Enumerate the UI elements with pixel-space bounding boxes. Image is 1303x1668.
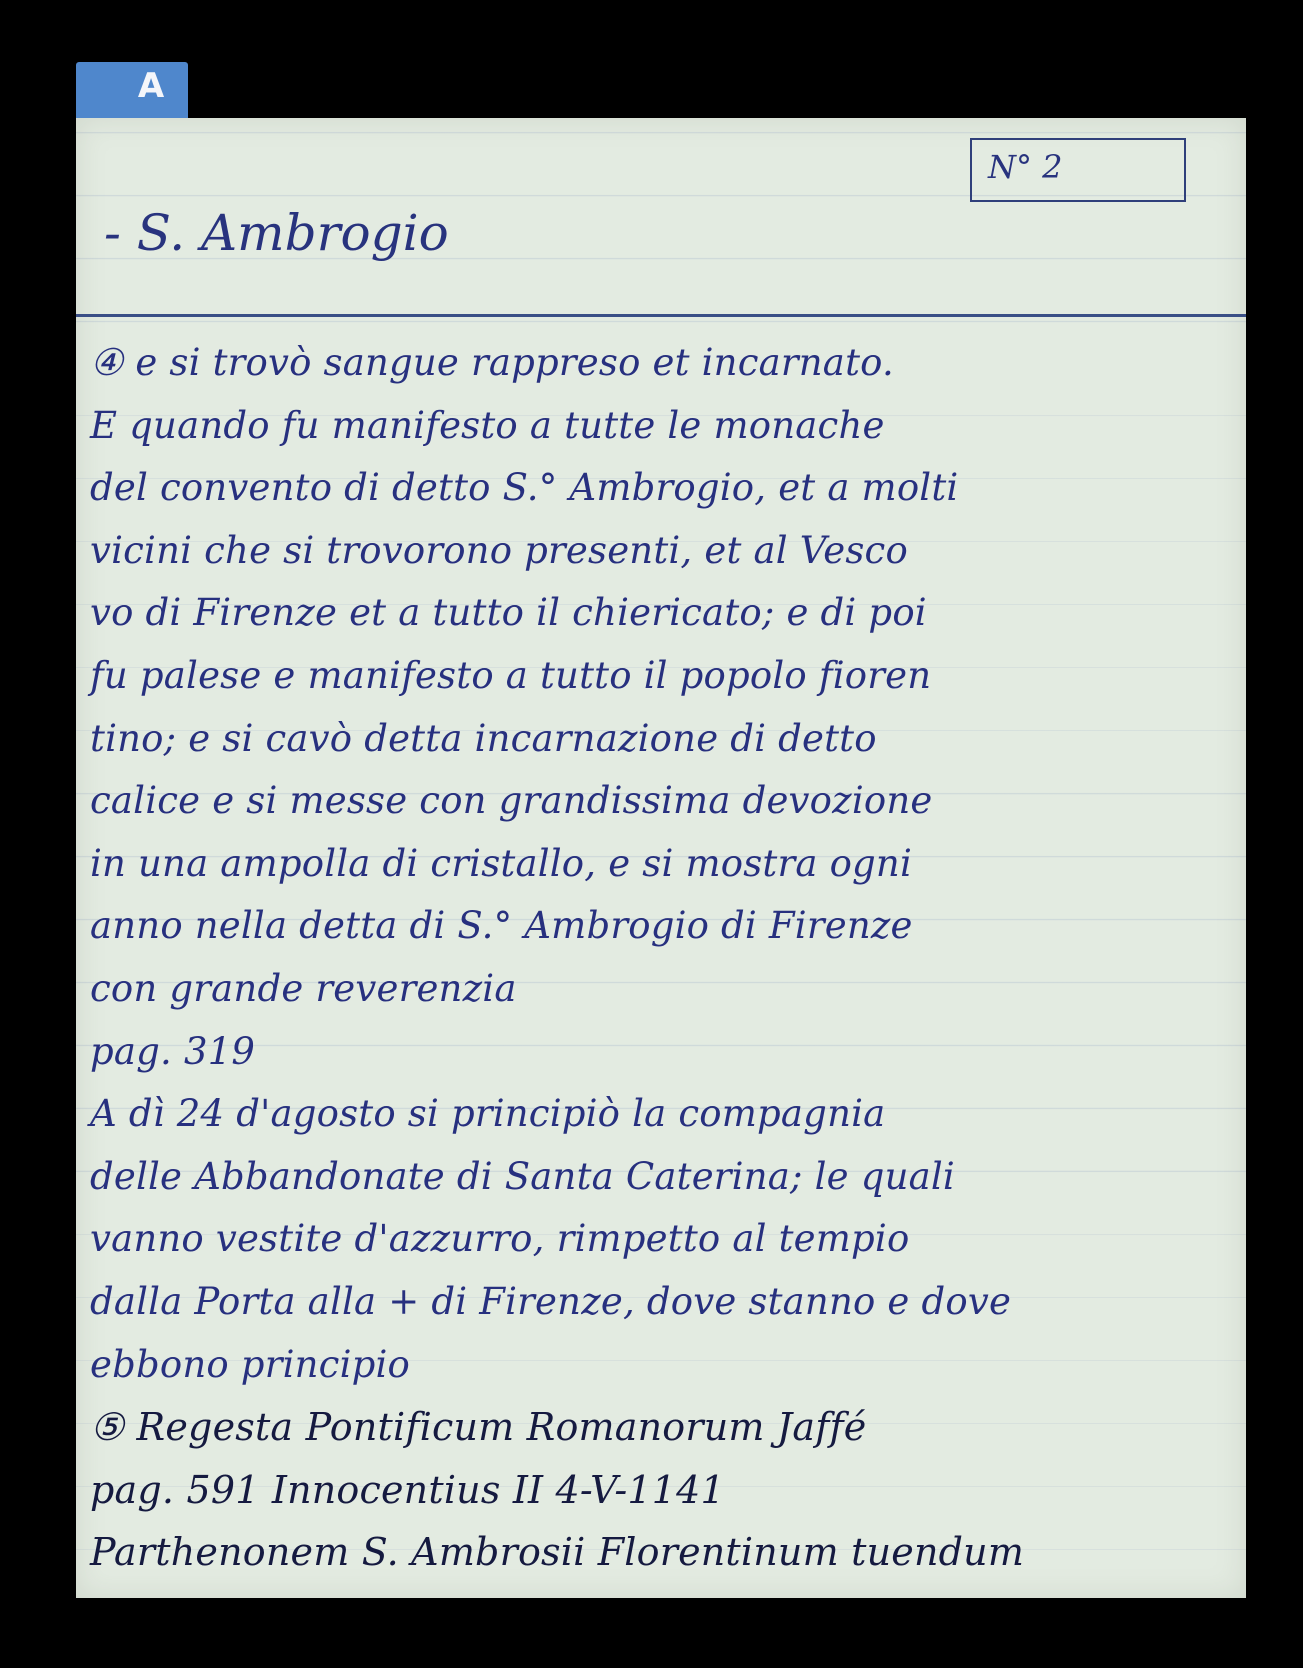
text-line: ⑤ Regesta Pontificum Romanorum Jaffé xyxy=(90,1405,867,1450)
text-line: ebbono principio xyxy=(90,1342,410,1386)
text-line: calice e si messe con grandissima devozione xyxy=(90,779,933,823)
handwritten-body xyxy=(90,332,1240,1584)
index-tab xyxy=(76,62,188,126)
index-tab-letter: A xyxy=(137,66,165,106)
text-line: vo di Firenze et a tutto il chiericato; e di poi xyxy=(90,591,927,635)
header-rule xyxy=(76,314,1246,317)
text-line: dalla Porta alla + di Firenze, dove stanno e dove xyxy=(90,1279,1012,1323)
text-line: pag. 319 xyxy=(90,1029,256,1073)
text-line: anno nella detta di S.° Ambrogio di Firenze xyxy=(90,904,913,948)
text-line: vanno vestite d'azzurro, rimpetto al tempio xyxy=(90,1217,910,1261)
text-line: ④ e si trovò sangue rappreso et incarnato. xyxy=(90,341,894,384)
index-card xyxy=(76,118,1246,1598)
text-line: pag. 591 Innocentius II 4-V-1141 xyxy=(90,1467,725,1512)
text-line: vicini che si trovorono presenti, et al Vesco xyxy=(90,528,908,572)
text-line: del convento di detto S.° Ambrogio, et a molti xyxy=(90,466,959,510)
card-title: - S. Ambrogio xyxy=(104,204,449,262)
text-line: Parthenonem S. Ambrosii Florentinum tuendum xyxy=(90,1530,1025,1575)
card-number: N° 2 xyxy=(988,148,1063,186)
text-line: E quando fu manifesto a tutte le monache xyxy=(90,403,885,447)
text-line: A dì 24 d'agosto si principiò la compagnia xyxy=(90,1092,886,1136)
text-line: in una ampolla di cristallo, e si mostra ogni xyxy=(90,841,912,885)
text-line: fu palese e manifesto a tutto il popolo fioren xyxy=(90,653,932,697)
text-line: tino; e si cavò detta incarnazione di detto xyxy=(90,716,877,760)
text-line: delle Abbandonate di Santa Caterina; le quali xyxy=(90,1154,955,1198)
text-line: con grande reverenzia xyxy=(90,966,517,1010)
card-number-box xyxy=(970,138,1186,202)
